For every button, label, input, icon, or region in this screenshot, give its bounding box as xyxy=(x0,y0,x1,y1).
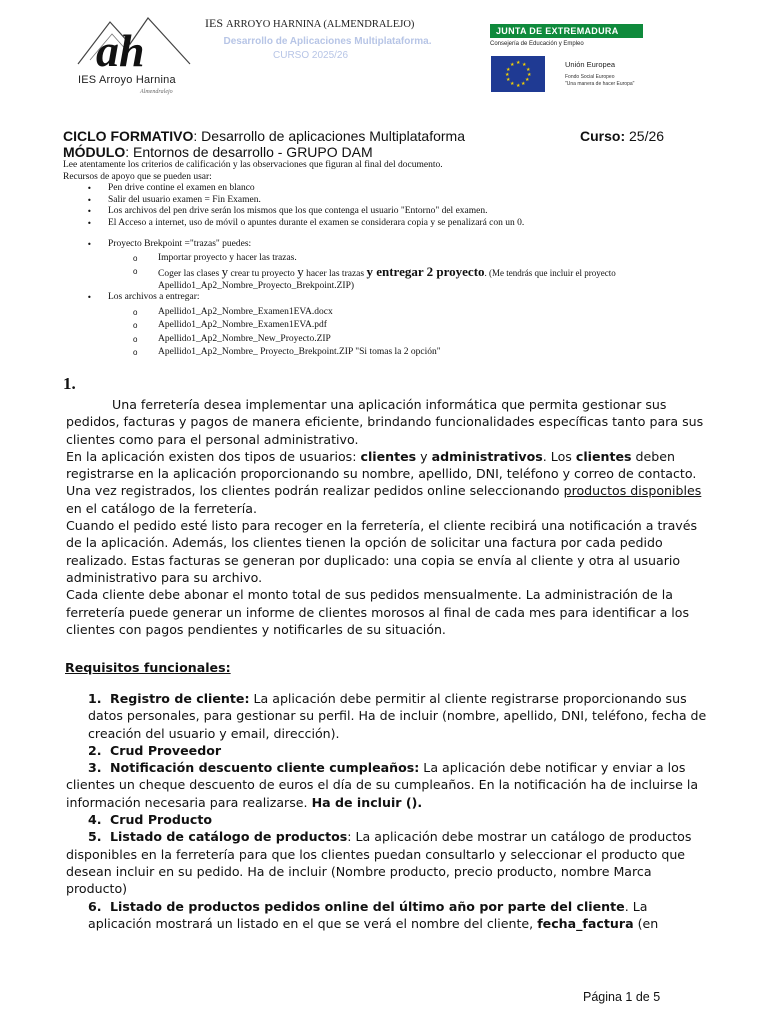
bp-file: Apellido1_Ap2_Nombre_Proyecto_Brekpoint.ZIP) xyxy=(158,280,355,291)
svg-text:★: ★ xyxy=(510,62,515,68)
req-number: 6. xyxy=(88,898,102,914)
requirement-item xyxy=(88,690,708,742)
req-text: La aplicación debe notificar y enviar a los clientes un cheque descuento de euros el día de su cumpleaños. En la notificación ha de incluirse la información necesaria para realizarse. xyxy=(66,760,699,810)
req-bold: Ha de incluir (). xyxy=(311,794,423,810)
svg-text:★: ★ xyxy=(506,77,511,83)
curso-label: Curso: xyxy=(580,128,626,144)
instructions-intro: Lee atentamente los criterios de calificación y las observaciones que figuran al final del documento. xyxy=(63,160,443,170)
file-item: o Apellido1_Ap2_Nombre_ Proyecto_Brekpoint.ZIP "Si tomas la 2 opción" xyxy=(63,347,703,359)
paragraph: Cuando el pedido esté listo para recoger en la ferretería, el cliente recibirá una notificación a través de la aplicación. Además, los clientes tienen la opción de solicitar una factura por cada pedido realizado. Estas facturas se generan por duplicado: una copia se envía al cliente y otra al usuario administrativo para su archivo. xyxy=(66,518,698,585)
page-number: Página 1 de 5 xyxy=(583,990,661,1004)
school-info xyxy=(205,16,475,61)
requirement-item xyxy=(88,811,708,828)
requirement-item xyxy=(66,759,708,811)
list-item: o Importar proyecto y hacer las trazas. xyxy=(63,253,703,265)
text: en el catálogo de la ferretería. xyxy=(66,500,258,516)
recursos-list xyxy=(63,183,703,229)
entregar-item: • Los archivos a entregar: xyxy=(63,292,703,304)
bp-text: y xyxy=(221,264,229,279)
req-text: (en xyxy=(633,915,659,931)
school-subtitle: Desarrollo de Aplicaciones Multiplataforma. xyxy=(223,36,432,47)
paragraph xyxy=(66,448,706,517)
eu-title: Unión Europea xyxy=(565,60,616,69)
svg-text:★: ★ xyxy=(505,72,510,78)
logo-school-name: IES Arroyo Harnina xyxy=(78,74,176,86)
req-title: Listado de catálogo de productos xyxy=(110,829,348,845)
req-text: : La aplicación debe mostrar un catálogo de productos disponibles en la ferretería para que los clientes puedan consultarlo y seleccionar el producto que desean incluir en su pedido. Ha de incluir (Nombre producto, precio producto, nombre Marca producto) xyxy=(66,829,692,897)
requirement-item xyxy=(88,742,708,759)
req-title: Listado de productos pedidos online del último año por parte del cliente xyxy=(110,898,625,914)
file-item: o Apellido1_Ap2_Nombre_Examen1EVA.pdf xyxy=(63,320,703,332)
bp-text: crear tu proyecto xyxy=(228,269,298,279)
junta-title: JUNTA DE EXTREMADURA xyxy=(490,24,643,38)
req-title: Crud Proveedor xyxy=(110,742,222,758)
svg-text:★: ★ xyxy=(526,67,531,73)
instructions-recursos: Recursos de apoyo que se pueden usar: xyxy=(63,171,212,182)
svg-text:★: ★ xyxy=(516,60,521,66)
junta-logo xyxy=(490,24,643,47)
section-number: 1. xyxy=(63,374,76,393)
req-text: La aplicación debe permitir al cliente registrarse proporcionando sus datos personales, para gestionar su perfil. Ha de incluir (nombre, apellido, DNI, teléfono, fecha de creación del usuario y email, dirección). xyxy=(88,691,707,741)
svg-text:★: ★ xyxy=(522,62,527,68)
bp-note: . (Me tendrás que incluir el proyecto xyxy=(484,268,616,278)
bp-text: y xyxy=(297,264,304,279)
text: En la aplicación existen dos tipos de usuarios: xyxy=(66,448,361,464)
req-title: Crud Producto xyxy=(110,812,213,828)
text: y xyxy=(416,448,432,464)
eu-flag-icon xyxy=(491,56,545,92)
school-name-rest: ARROYO HARNINA (ALMENDRALEJO) xyxy=(226,19,415,30)
bp-text: Coger las clases xyxy=(158,269,222,279)
junta-subtitle: Consejería de Educación y Empleo xyxy=(490,41,584,47)
underlined-text: productos disponibles xyxy=(563,483,702,499)
req-title: Notificación descuento cliente cumpleaños: xyxy=(110,760,420,776)
eu-stars-icon xyxy=(491,56,545,92)
requirement-item xyxy=(66,828,708,897)
req-number: 3. xyxy=(88,760,102,776)
list-item xyxy=(63,266,703,292)
ciclo-label: CICLO FORMATIVO xyxy=(63,128,194,144)
svg-text:★: ★ xyxy=(506,67,511,73)
list-item: • El Acceso a internet, uso de móvil o apuntes durante el examen se considerara copia y se penalizará con un 0. xyxy=(63,218,703,230)
school-curso: CURSO 2025/26 xyxy=(273,50,349,61)
requirements-list xyxy=(66,690,708,932)
breakpoint-item: • Proyecto Brekpoint ="trazas" puedes: xyxy=(63,239,703,251)
bp-text: hacer las trazas xyxy=(303,269,367,279)
eu-lema: "Una manera de hacer Europa" xyxy=(565,81,635,87)
list-item: • Pen drive contine el examen en blanco xyxy=(63,183,703,195)
curso-value: 25/26 xyxy=(625,128,665,144)
modulo-line xyxy=(63,144,683,160)
modulo-label: MÓDULO xyxy=(63,144,126,160)
paragraph: Una ferretería desea implementar una aplicación informática que permita gestionar sus pedidos, facturas y pagos de manera eficiente, brindando funcionalidades específicas tanto para sus clientes como para el personal administrativo. xyxy=(66,397,704,447)
text: deben registrarse en la aplicación proporcionando su nombre, apellido, DNI, teléfono y correo de contacto. Una vez registrados, los clientes podrán realizar pedidos online seleccionando xyxy=(66,448,697,499)
req-number: 2. xyxy=(88,742,102,758)
logo-town: Almendralejo xyxy=(140,89,173,95)
file-item: o Apellido1_Ap2_Nombre_New_Proyecto.ZIP xyxy=(63,334,703,346)
svg-text:★: ★ xyxy=(521,81,526,87)
ciclo-value: : Desarrollo de aplicaciones Multiplataforma xyxy=(193,128,465,144)
svg-text:★: ★ xyxy=(525,77,530,83)
file-item: o Apellido1_Ap2_Nombre_Examen1EVA.docx xyxy=(63,307,703,319)
eu-fondo: Fondo Social Europeo xyxy=(565,74,615,80)
bold-text: clientes xyxy=(575,448,632,464)
curso-line xyxy=(580,128,664,144)
eu-logo xyxy=(491,56,651,92)
instructions xyxy=(63,160,703,359)
requirements-title: Requisitos funcionales: xyxy=(65,660,231,675)
bold-text: clientes xyxy=(360,448,417,464)
list-item: • Salir del usuario examen = Fin Examen. xyxy=(63,195,703,207)
text: . Los xyxy=(542,448,576,464)
breakpoint-list xyxy=(63,239,703,359)
school-logo-graphic xyxy=(70,14,198,76)
school-logo xyxy=(70,14,198,96)
requirement-item xyxy=(88,898,708,933)
svg-text:★: ★ xyxy=(527,72,532,78)
req-number: 5. xyxy=(88,829,102,845)
req-number: 4. xyxy=(88,812,102,828)
paragraph: Cada cliente debe abonar el monto total de sus pedidos mensualmente. La administración de la ferretería puede generar un informe de clientes morosos al final de cada mes para identificar a los clientes con pagos pendientes y notificarles de su situación. xyxy=(66,587,690,637)
modulo-value: : Entornos de desarrollo - GRUPO DAM xyxy=(125,144,373,160)
svg-text:★: ★ xyxy=(516,83,521,89)
section-body xyxy=(66,396,706,638)
school-prefix: IES xyxy=(205,16,223,30)
req-text: . La aplicación mostrará un listado en el que se verá el nombre del cliente, xyxy=(88,898,648,931)
school-name xyxy=(205,16,475,31)
req-bold: fecha_factura xyxy=(537,915,634,931)
bp-emphasis: y entregar 2 proyecto xyxy=(366,264,485,279)
bold-text: administrativos xyxy=(431,448,543,464)
svg-text:★: ★ xyxy=(510,81,515,87)
list-item: • Los archivos del pen drive serán los mismos que los que contenga el usuario "Entorno" del examen. xyxy=(63,206,703,218)
req-number: 1. xyxy=(88,691,102,706)
req-title: Registro de cliente: xyxy=(110,691,250,706)
logo-monogram: ah xyxy=(96,25,145,76)
